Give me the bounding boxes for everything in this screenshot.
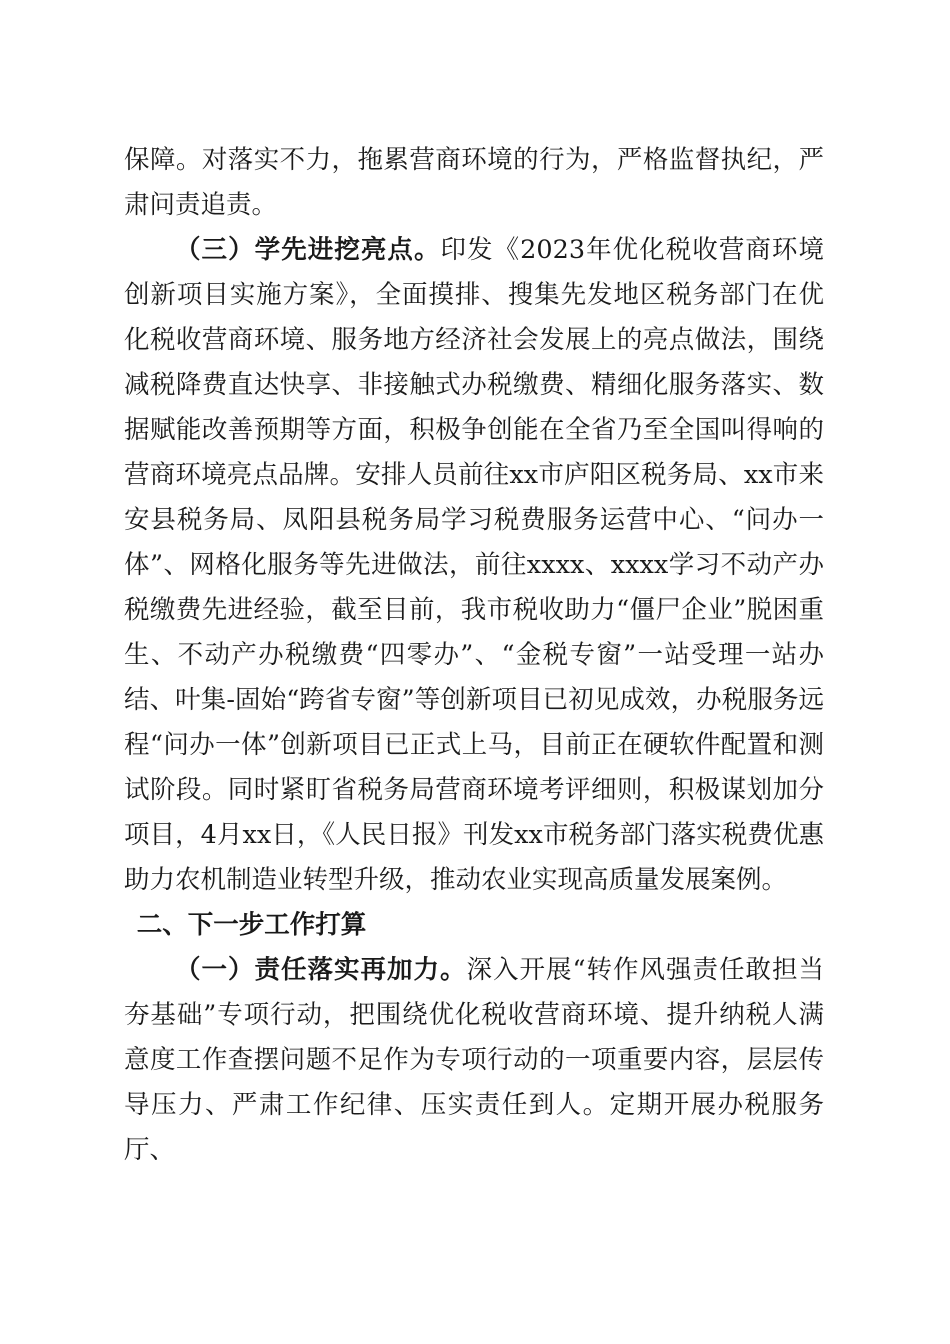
section-one-body: 深入开展“转作风强责任敢担当夯基础”专项行动，把围绕优化税收营商环境、提升纳税人满意度工作查摆问题不足作为专项行动的一项重要内容，层层传导压力、严肃工作纪律、压实责任到人。定期开展办税服务厅、 [124, 955, 824, 1165]
section-three-body: 印发《2023年优化税收营商环境创新项目实施方案》，全面摸排、搜集先发地区税务部门在优化税收营商环境、服务地方经济社会发展上的亮点做法，围绕减税降费直达快享、非接触式办税缴费、精细化服务落实、数据赋能改善预期等方面，积极争创能在全省乃至全国叫得响的营商环境亮点品牌。安排人员前往xx市庐阳区税务局、xx市来安县税务局、凤阳县税务局学习税费服务运营中心、“问办一体”、网格化服务等先进做法，前往xxxx、xxxx学习不动产办税缴费先进经验，截至目前，我市税收助力“僵尸企业”脱困重生、不动产办税缴费“四零办”、“金税专窗”一站受理一站办结、叶集-固始“跨省专窗”等创新项目已初见成效，办税服务远程“问办一体”创新项目已正式上马，目前正在硬软件配置和测试阶段。同时紧盯省税务局营商环境考评细则，积极谋划加分项目，4月xx日，《人民日报》刊发xx市税务部门落实税费优惠助力农机制造业转型升级，推动农业实现高质量发展案例。 [124, 235, 824, 895]
paragraph-section-three [124, 228, 824, 903]
section-one-lead: （一）责任落实再加力。 [175, 955, 467, 985]
heading-next-steps: 二、下一步工作打算 [136, 910, 367, 940]
document-body [124, 138, 824, 1173]
paragraph-continuation: 保障。对落实不力，拖累营商环境的行为，严格监督执纪，严肃问责追责。 [124, 145, 824, 220]
paragraph-section-one [124, 948, 824, 1173]
section-three-lead: （三）学先进挖亮点。 [175, 235, 441, 265]
